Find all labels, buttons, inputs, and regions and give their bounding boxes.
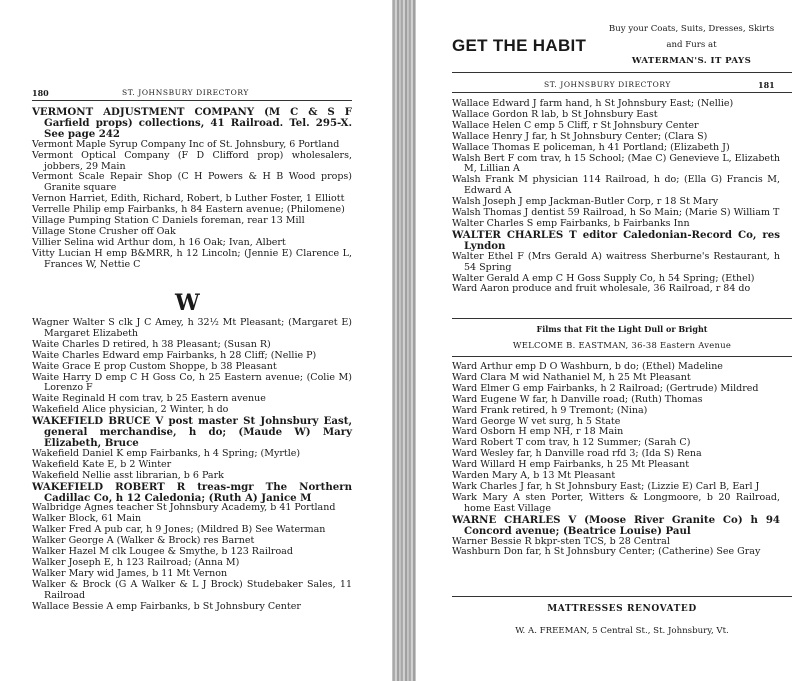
directory-entry: Wallace Helen C emp 5 Cliff, r St Johnsbury Center <box>452 119 699 131</box>
directory-entry: Ward Arthur emp D O Washburn, b do; (Ethel) Madeline <box>452 361 723 372</box>
header-ad-line-3: WATERMAN'S. IT PAYS <box>631 56 752 66</box>
running-head: ST. JOHNSBURY DIRECTORY <box>122 88 249 97</box>
directory-entry: WAKEFIELD BRUCE V post master St Johnsbury East, general merchandise, h do; (Maude W) Mary Elizabeth, Bruce <box>32 415 352 449</box>
directory-entry: Vermont Scale Repair Shop (C H Powers & H B Wood props) Granite square <box>32 171 352 194</box>
directory-entry: Vermont Maple Syrup Company Inc of St. Johnsbury, 6 Portland <box>32 138 340 150</box>
book-gutter <box>392 0 416 681</box>
directory-entry: Wagner Walter S clk J C Amey, h 32½ Mt Pleasant; (Margaret E) Margaret Elizabeth <box>32 317 352 339</box>
directory-entry: Warner Bessie R bkpr-sten TCS, b 28 Central <box>452 535 670 547</box>
directory-entry: Village Pumping Station C Daniels foreman, rear 13 Mill <box>32 215 305 227</box>
directory-entry: Ward George W vet surg, h 5 State <box>452 415 621 427</box>
directory-entry: Walter Ethel F (Mrs Gerald A) waitress Sherburne's Restaurant, h 54 Spring <box>452 250 780 273</box>
directory-entry: Walker Hazel M clk Lougee & Smythe, b 123 Railroad <box>32 546 293 558</box>
directory-entry: Wakefield Kate E, b 2 Winter <box>32 458 172 470</box>
bottom-ad-line-1: MATTRESSES RENOVATED <box>547 604 697 614</box>
directory-entry: Wallace Gordon R lab, b St Johnsbury East <box>452 108 658 120</box>
directory-entry: VERMONT ADJUSTMENT COMPANY (M C & S F Garfield props) collections, 41 Railroad. Tel. 295-X. See page 242 <box>32 106 352 140</box>
directory-entry: Walter Charles S emp Fairbanks, b Fairbanks Inn <box>452 217 690 229</box>
entry-list-top <box>452 99 780 295</box>
directory-entry: Wallace Thomas E policeman, h 41 Portland; (Elizabeth J) <box>452 141 730 153</box>
directory-entry: Waite Reginald H com trav, b 25 Eastern avenue <box>32 393 266 405</box>
mid-ad-line-1: Films that Fit the Light Dull or Bright <box>536 324 708 334</box>
header-rule <box>32 100 352 101</box>
directory-entry: Wark Mary A sten Porter, Witters & Longmoore, b 20 Railroad, home East Village <box>452 491 780 514</box>
directory-entry: Walsh Thomas J dentist 59 Railroad, h So Main; (Marie S) William T <box>452 207 780 219</box>
directory-entry: Wallace Henry J far, h St Johnsbury Center; (Clara S) <box>452 130 708 142</box>
directory-entry: Walbridge Agnes teacher St Johnsbury Academy, b 41 Portland <box>32 502 336 514</box>
directory-entry: Walker & Brock (G A Walker & L J Brock) Studebaker Sales, 11 Railroad <box>32 578 352 601</box>
page-number: 180 <box>32 88 49 98</box>
directory-entry: Walker George A (Walker & Brock) res Barnet <box>32 535 255 547</box>
directory-entry: Villier Selina wid Arthur dom, h 16 Oak; Ivan, Albert <box>32 236 286 248</box>
directory-entry: Waite Charles Edward emp Fairbanks, h 28 Cliff; (Nellie P) <box>32 349 317 361</box>
directory-entry: Waite Grace E prop Custom Shoppe, b 38 Pleasant <box>32 360 277 372</box>
directory-entry: Vermont Optical Company (F D Clifford prop) wholesalers, jobbers, 29 Main <box>32 149 352 172</box>
directory-entry: Walker Block, 61 Main <box>32 513 142 525</box>
right-page <box>418 0 805 681</box>
directory-entry: Ward Elmer G emp Fairbanks, h 2 Railroad; (Gertrude) Mildred <box>452 382 759 394</box>
directory-entry: WAKEFIELD ROBERT R treas-mgr The Northern Cadillac Co, h 12 Caledonia; (Ruth A) Janice M <box>32 480 352 504</box>
directory-entry: WALTER CHARLES T editor Caledonian-Record Co, res Lyndon <box>452 228 780 252</box>
mid-ad-line-2: WELCOME B. EASTMAN, 36-38 Eastern Avenue <box>512 340 732 350</box>
directory-entry: Waite Harry D emp C H Goss Co, h 25 Eastern avenue; (Colie M) Lorenzo F <box>32 371 352 394</box>
section-letter: W <box>175 290 200 316</box>
directory-entry: Walker Mary wid James, b 11 Mt Vernon <box>32 567 228 579</box>
directory-entry: Wallace Bessie A emp Fairbanks, b St Johnsbury Center <box>32 600 301 612</box>
directory-entry: Walter Gerald A emp C H Goss Supply Co, h 54 Spring; (Ethel) <box>452 272 755 284</box>
header-ad-title: GET THE HABIT <box>452 36 587 55</box>
directory-entry: Ward Willard H emp Fairbanks, h 25 Mt Pleasant <box>452 459 690 471</box>
directory-entry: Vitty Lucian H emp B&MRR, h 12 Lincoln; (Jennie E) Clarence L, Frances W, Nettie C <box>32 247 352 270</box>
directory-entry: Ward Osborn H emp NH, r 18 Main <box>452 426 624 438</box>
header-rule <box>452 92 792 93</box>
directory-entry: Washburn Don far, h St Johnsbury Center; (Catherine) See Gray <box>452 546 761 558</box>
directory-entry: Walsh Bert F com trav, h 15 School; (Mae C) Genevieve L, Elizabeth M, Lillian A <box>452 152 780 175</box>
directory-entry: Village Stone Crusher off Oak <box>32 225 176 237</box>
bottom-ad-line-2: W. A. FREEMAN, 5 Central St., St. Johnsbury, Vt. <box>515 626 729 636</box>
left-page <box>0 0 390 681</box>
directory-entry: Walker Fred A pub car, h 9 Jones; (Mildred B) See Waterman <box>32 524 326 536</box>
entry-list-v <box>32 107 352 271</box>
ad-rule <box>452 356 792 357</box>
running-head: ST. JOHNSBURY DIRECTORY <box>544 80 671 89</box>
directory-entry: Wallace Edward J farm hand, h St Johnsbury East; (Nellie) <box>452 98 734 109</box>
page-number: 181 <box>758 80 775 90</box>
directory-entry: Vernon Harriet, Edith, Richard, Robert, b Luther Foster, 1 Elliott <box>32 193 345 205</box>
entry-list-ward <box>452 362 780 558</box>
directory-entry: Verrelle Philip emp Fairbanks, h 84 Eastern avenue; (Philomene) <box>32 204 345 216</box>
directory-entry: Ward Aaron produce and fruit wholesale, 36 Railroad, r 84 do <box>452 283 751 295</box>
directory-entry: Ward Frank retired, h 9 Tremont; (Nina) <box>452 404 648 416</box>
directory-entry: Ward Clara M wid Nathaniel M, h 25 Mt Pleasant <box>452 371 691 383</box>
directory-entry: WARNE CHARLES V (Moose River Granite Co) h 94 Concord avenue; (Beatrice Louise) Paul <box>452 513 780 537</box>
directory-entry: Wakefield Nellie asst librarian, b 6 Park <box>32 469 224 481</box>
directory-entry: Ward Robert T com trav, h 12 Summer; (Sarah C) <box>452 437 691 449</box>
directory-entry: Walsh Joseph J emp Jackman-Butler Corp, r 18 St Mary <box>452 196 719 208</box>
directory-entry: Walsh Frank M physician 114 Railroad, h do; (Ella G) Francis M, Edward A <box>452 174 780 197</box>
header-ad-line-2: and Furs at <box>666 40 717 50</box>
directory-entry: Walker Joseph E, h 123 Railroad; (Anna M) <box>32 556 240 568</box>
directory-entry: Wakefield Alice physician, 2 Winter, h do <box>32 404 229 416</box>
directory-entry: Wakefield Daniel K emp Fairbanks, h 4 Spring; (Myrtle) <box>32 447 301 459</box>
directory-entry: Ward Wesley far, h Danville road rfd 3; (Ida S) Rena <box>452 448 702 460</box>
directory-entry: Ward Eugene W far, h Danville road; (Ruth) Thomas <box>452 393 703 405</box>
ad-rule <box>452 72 792 73</box>
directory-entry: Waite Charles D retired, h 38 Pleasant; (Susan R) <box>32 338 271 350</box>
header-ad-line-1: Buy your Coats, Suits, Dresses, Skirts <box>608 24 775 34</box>
directory-entry: Wark Charles J far, h St Johnsbury East; (Lizzie E) Carl B, Earl J <box>452 480 760 492</box>
ad-rule <box>452 318 792 319</box>
directory-entry: Warden Mary A, b 13 Mt Pleasant <box>452 470 616 482</box>
ad-rule <box>452 596 792 597</box>
entry-list-w <box>32 318 352 612</box>
